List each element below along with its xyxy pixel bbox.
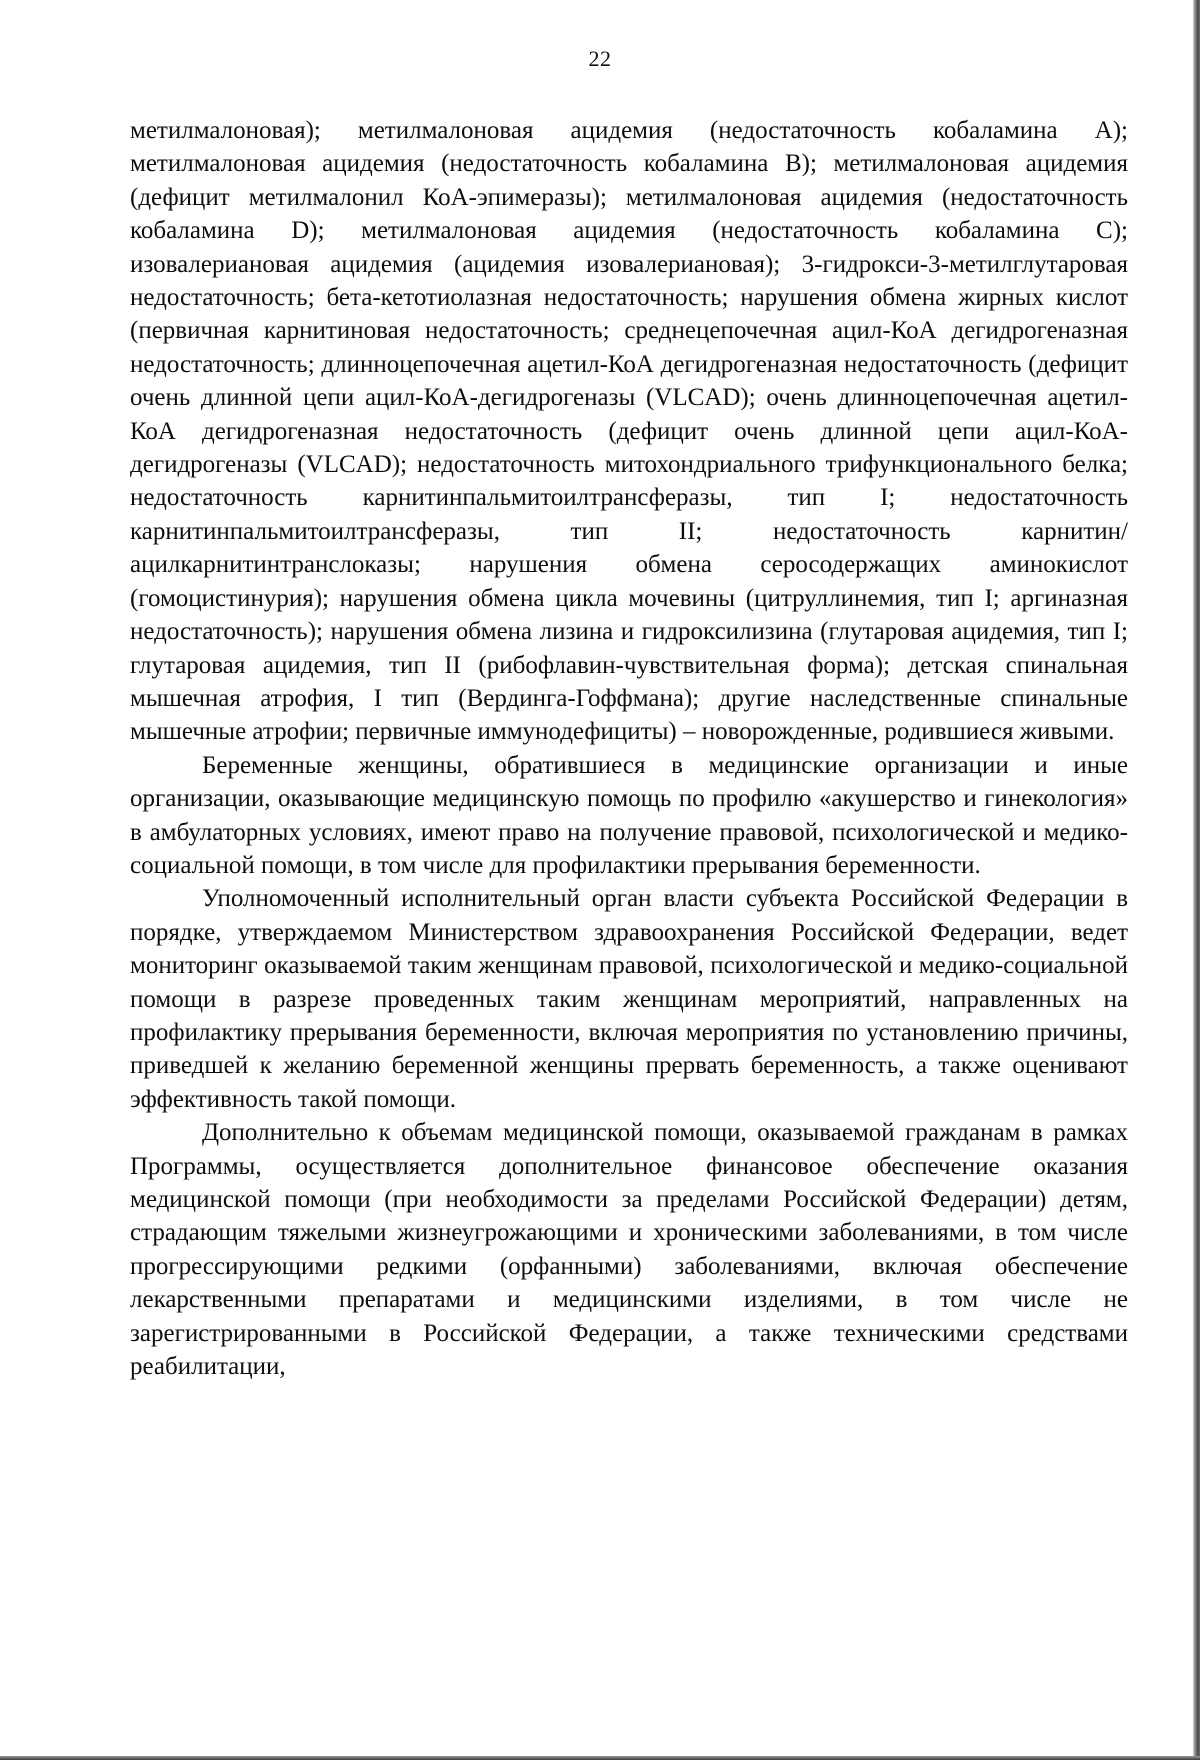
paragraph-additional-financing: Дополнительно к объемам медицинской помощи, оказываемой гражданам в рамках Программы, осуществляется дополнительное финансовое обеспечение оказания медицинской помощи (при необходимости за пределами Российской Федерации) детям, страдающим тяжелыми жизнеугрожающими и хроническими заболеваниями, в том числе прогрессирующими редкими (орфанными) заболеваниями, включая обеспечение лекарственными препаратами и медицинскими изделиями, в том числе не зарегистрированными в Российской Федерации, а также техническими средствами реабилитации,	[130, 1119, 1128, 1381]
scan-right-edge	[1193, 0, 1200, 1760]
page-number: 22	[588, 46, 612, 71]
paragraph-metabolic-disorders-list: метилмалоновая); метилмалоновая ацидемия (недостаточность кобаламина A); метилмалоновая ацидемия (недостаточность кобаламина B); метилмалоновая ацидемия (дефицит метилмалонил КоА-эпимеразы); метилмалоновая ацидемия (недостаточность кобаламина D); метилмалоновая ацидемия (недостаточность кобаламина C); изовалериановая ацидемия (ацидемия изовалериановая); 3-гидрокси-3-метилглутаровая недостаточность; бета-кетотиолазная недостаточность; нарушения обмена жирных кислот (первичная карнитиновая недостаточность; среднецепочечная ацил-КоА дегидрогеназная недостаточность; длинноцепочечная ацетил-КоА дегидрогеназная недостаточность (дефицит очень длинной цепи ацил-КоА-дегидрогеназы (VLCAD); очень длинноцепочечная ацетил-КоА дегидрогеназная недостаточность (дефицит очень длинной цепи ацил-КоА-дегидрогеназы (VLCAD); недостаточность митохондриального трифункционального белка; недостаточность карнитинпальмитоилтрансферазы, тип I; недостаточность карнитинпальмитоилтрансферазы, тип II; недостаточность карнитин/ацилкарнитинтранслоказы; нарушения обмена серосодержащих аминокислот (гомоцистинурия); нарушения обмена цикла мочевины (цитруллинемия, тип I; аргиназная недостаточность); нарушения обмена лизина и гидроксилизина (глутаровая ацидемия, тип I; глутаровая ацидемия, тип II (рибофлавин-чувствительная форма); детская спинальная мышечная атрофия, I тип (Вердинга-Гоффмана); другие наследственные спинальные мышечные атрофии; первичные иммунодефициты) – новорожденные, родившиеся живыми.	[130, 117, 1128, 746]
body-text	[130, 114, 1128, 1383]
paragraph-monitoring-authority: Уполномоченный исполнительный орган власти субъекта Российской Федерации в порядке, утверждаемом Министерством здравоохранения Российской Федерации, ведет мониторинг оказываемой таким женщинам правовой, психологической и медико-социальной помощи в разрезе проведенных таким женщинам мероприятий, направленных на профилактику прерывания беременности, включая мероприятия по установлению причины, приведшей к желанию беременной женщины прервать беременность, а также оценивают эффективность такой помощи.	[130, 885, 1128, 1113]
scan-bottom-edge	[0, 1756, 1200, 1760]
paragraph-pregnant-women-rights: Беременные женщины, обратившиеся в медицинские организации и иные организации, оказывающие медицинскую помощь по профилю «акушерство и гинекология» в амбулаторных условиях, имеют право на получение правовой, психологической и медико-социальной помощи, в том числе для профилактики прерывания беременности.	[130, 751, 1128, 879]
